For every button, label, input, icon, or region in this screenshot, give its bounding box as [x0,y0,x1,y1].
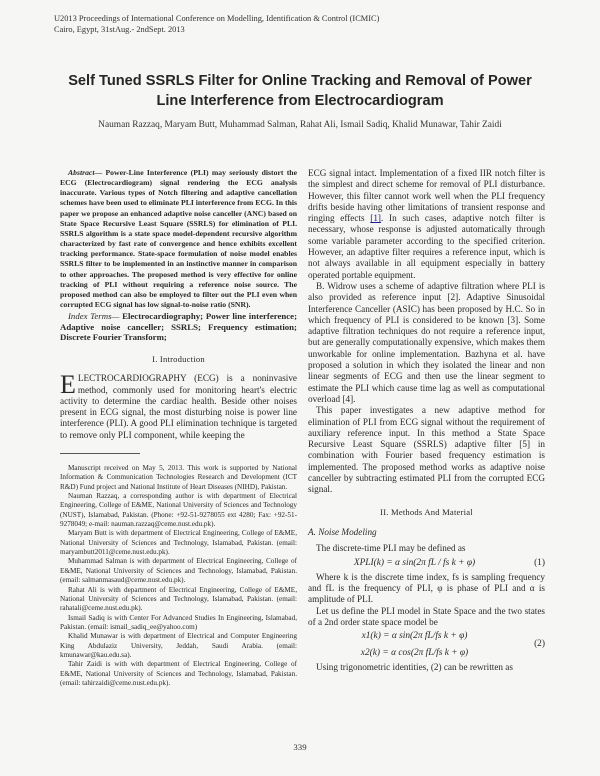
footnote-rule [60,453,140,454]
footnote: Nauman Razzaq, a corresponding author is with department of Electrical Engineering, College of E&ME, National University of Sciences and Technology (NUST), Islamabad, Pakistan. (Phone: +92-51-9278055 ext 4280; Fax: +92-51-9278049; e-mail: nauman.razzaq@ceme.nust.edu.pk). [60,492,297,529]
equation-expression: x1(k) = α sin(2π fL/fs k + φ) [361,631,468,642]
header-line-1: U2013 Proceedings of International Conference on Modelling, Identification & Control (ICMIC) [54,14,380,23]
equation-number: (1) [534,557,545,568]
footnote: Manuscript received on May 5, 2013. This work is supported by National Information & Communication Technologies Research and Development (ICT R&D) Fund project and National Institute of Heart Diseases (NIHD), Pakistan. [60,464,297,491]
equation-number: (2) [534,639,545,650]
body-paragraph: Let us define the PLI model in State Space and the two states of a 2nd order state space model be [308,605,545,627]
footnotes [60,464,297,688]
equation-expression-group [308,631,521,659]
body-text: . In such cases, adaptive notch filter is necessary, whose response is adjusted automatically through some variable parameter according to the specified criterion. However, an adaptive filter requires a reference input, which is not always available in all equipment especially in battery operated portable equipment. [308,213,545,280]
subsection-heading: A. Noise Modeling [308,526,377,537]
intro-paragraph [60,370,297,441]
equation-2 [308,631,545,659]
abstract-label: Abstract— [68,168,103,177]
paper-title [40,71,560,111]
intro-text: LECTROCARDIOGRAPHY (ECG) is a noninvasive method, commonly used for monitoring heart's electric activity to determine the cardiac health. Beside other noises present in ECG signal, the most disturbing noise is power line interference (PLI). A good PLI elimination technique is targeted to remove only PLI component, while keeping the [60,373,297,440]
index-terms-label: Index Terms— [68,311,120,322]
drop-cap: E [60,370,76,400]
body-paragraph: The discrete-time PLI may be defined as [316,543,466,554]
right-column [308,168,545,673]
body-paragraph: Where k is the discrete time index, fs is sampling frequency and fL is the frequency of PLI, φ is phase of PLI and α is amplitude of PLI. [308,571,545,605]
footnote: Tahir Zaidi is with with department of Electrical Engineering, College of E&ME, National University of Sciences and Technology, Islamabad, Pakistan. (email: tahirzaidi@ceme.nust.edu.pk). [60,660,297,687]
body-paragraph: Using trigonometric identities, (2) can be rewritten as [316,661,513,672]
footnote: Muhammad Salman is with department of Electrical Engineering, College of E&ME, National University of Sciences and Technology, Islamabad, Pakistan. (email: salmanmasaud@ceme.nust.edu.pk). [60,557,297,585]
index-terms-text: Electrocardiography; Power line interference; Adaptive noise canceller; SSRLS; Frequency estimation; Discrete Fourier Transform; [60,311,297,343]
body-paragraph: This paper investigates a new adaptive method for elimination of PLI from ECG signal without the requirement of auxiliary reference input. In this method a State Space Recursive Least Square (SSRLS) adaptive filter [5] in combination with Fourier based frequency estimation is implemented. The proposed method works as adaptive noise canceller by subtracting estimated PLI from the corrupted ECG signal. [308,405,545,495]
body-text: ECG signal intact. Implementation of a fixed IIR notch filter is the simplest and direct scheme for removal of PLI disturbance. However, this filter cannot work well when the PLI frequency drifts beside having other limitations of transient response and ringing effects [308,168,545,224]
title-line-2: Line Interference from Electrocardiogram [156,93,444,109]
footnote: Rahat Ali is with department of Electrical Engineering, College of E&ME, National University of Sciences and Technology, Islamabad, Pakistan. (email: rahatali@ceme.nust.edu.pk). [60,585,297,613]
equation-1 [308,558,545,569]
citation-link[interactable]: [1] [370,213,381,224]
body-paragraph: B. Widrow uses a scheme of adaptive filtration where PLI is also provided as reference input [2]. Adaptive Sinusoidal Interference Canceller (ASIC) has been proposed by H.C. So in which frequency of PLI is considered to be known [3]. Some adaptive filtration techniques do not require a reference input, but are generally computationally expensive, which makes them unworkable for online implementation. Bazhyna et al. have proposed a solution in which they isolated the linear and non linear segments of ECG and then use the linear segment to estimate the PLI which cause time lag as well as computational overload [4]. [308,280,545,404]
abstract-text: Power-Line Interference (PLI) may seriously distort the ECG (Electrocardiogram) signal rendering the ECG analysis inaccurate. Various types of Notch filtering and adaptive cancellation schemes have been used to eliminate PLI interference from ECG. In this paper we propose an enhanced adaptive noise canceller (ANC) based on State Space Recursive Least Square (SSRLS) for elimination of PLI. SSRLS algorithm is a state space model-dependent recursive algorithm characterized by fast rate of convergence and hence exhibits excellent tracking performance. State-space formulation of noise model enables SSRLS filter to be implemented in an instinctive manner in comparison to other approaches. The proposed method is very effective for online tracking of PLI without requiring a reference noise source. The proposed method can also be employed to filter out the PLI even when corrupted ECG signal has low signal-to-noise ratio (SNR). [60,168,297,310]
page-number: 339 [293,742,307,752]
header-line-2: Cairo, Egypt, 31stAug.- 2ndSept. 2013 [54,25,185,34]
section-heading-methods: II. Methods And Material [380,506,473,517]
abstract [60,168,297,310]
left-column [60,168,297,688]
equation-expression: XPLI(k) = α sin(2π fL / fs k + φ) [353,557,476,568]
title-line-1: Self Tuned SSRLS Filter for Online Tracking and Removal of Power [68,73,532,89]
author-list: Nauman Razzaq, Maryam Butt, Muhammad Salman, Rahat Ali, Ismail Sadiq, Khalid Munawar, Tahir Zaidi [98,120,502,130]
footnote: Khalid Munawar is with department of Electrical and Computer Engineering King Abdulaziz University, Jeddah, Saudi Arabia. (email: kmunawar@kau.edu.sa). [60,632,297,659]
index-terms [60,311,297,343]
footnote: Ismail Sadiq is with Center For Advanced Studies In Engineering, Islamabad, Pakistan. (email: ismail_sadiq_ee@yahoo.com) [60,613,297,631]
equation-expression: x2(k) = α cos(2π fL/fs k + φ) [360,647,469,658]
footnote: Maryam Butt is with department of Electrical Engineering, College of E&ME, National University of Sciences and Technology, Islamabad, Pakistan. (email: maryambutt2011@ceme.nust.edu.pk). [60,529,297,557]
proceedings-header [54,13,379,35]
section-heading-introduction: I. Introduction [152,353,205,364]
body-paragraph [308,168,545,281]
